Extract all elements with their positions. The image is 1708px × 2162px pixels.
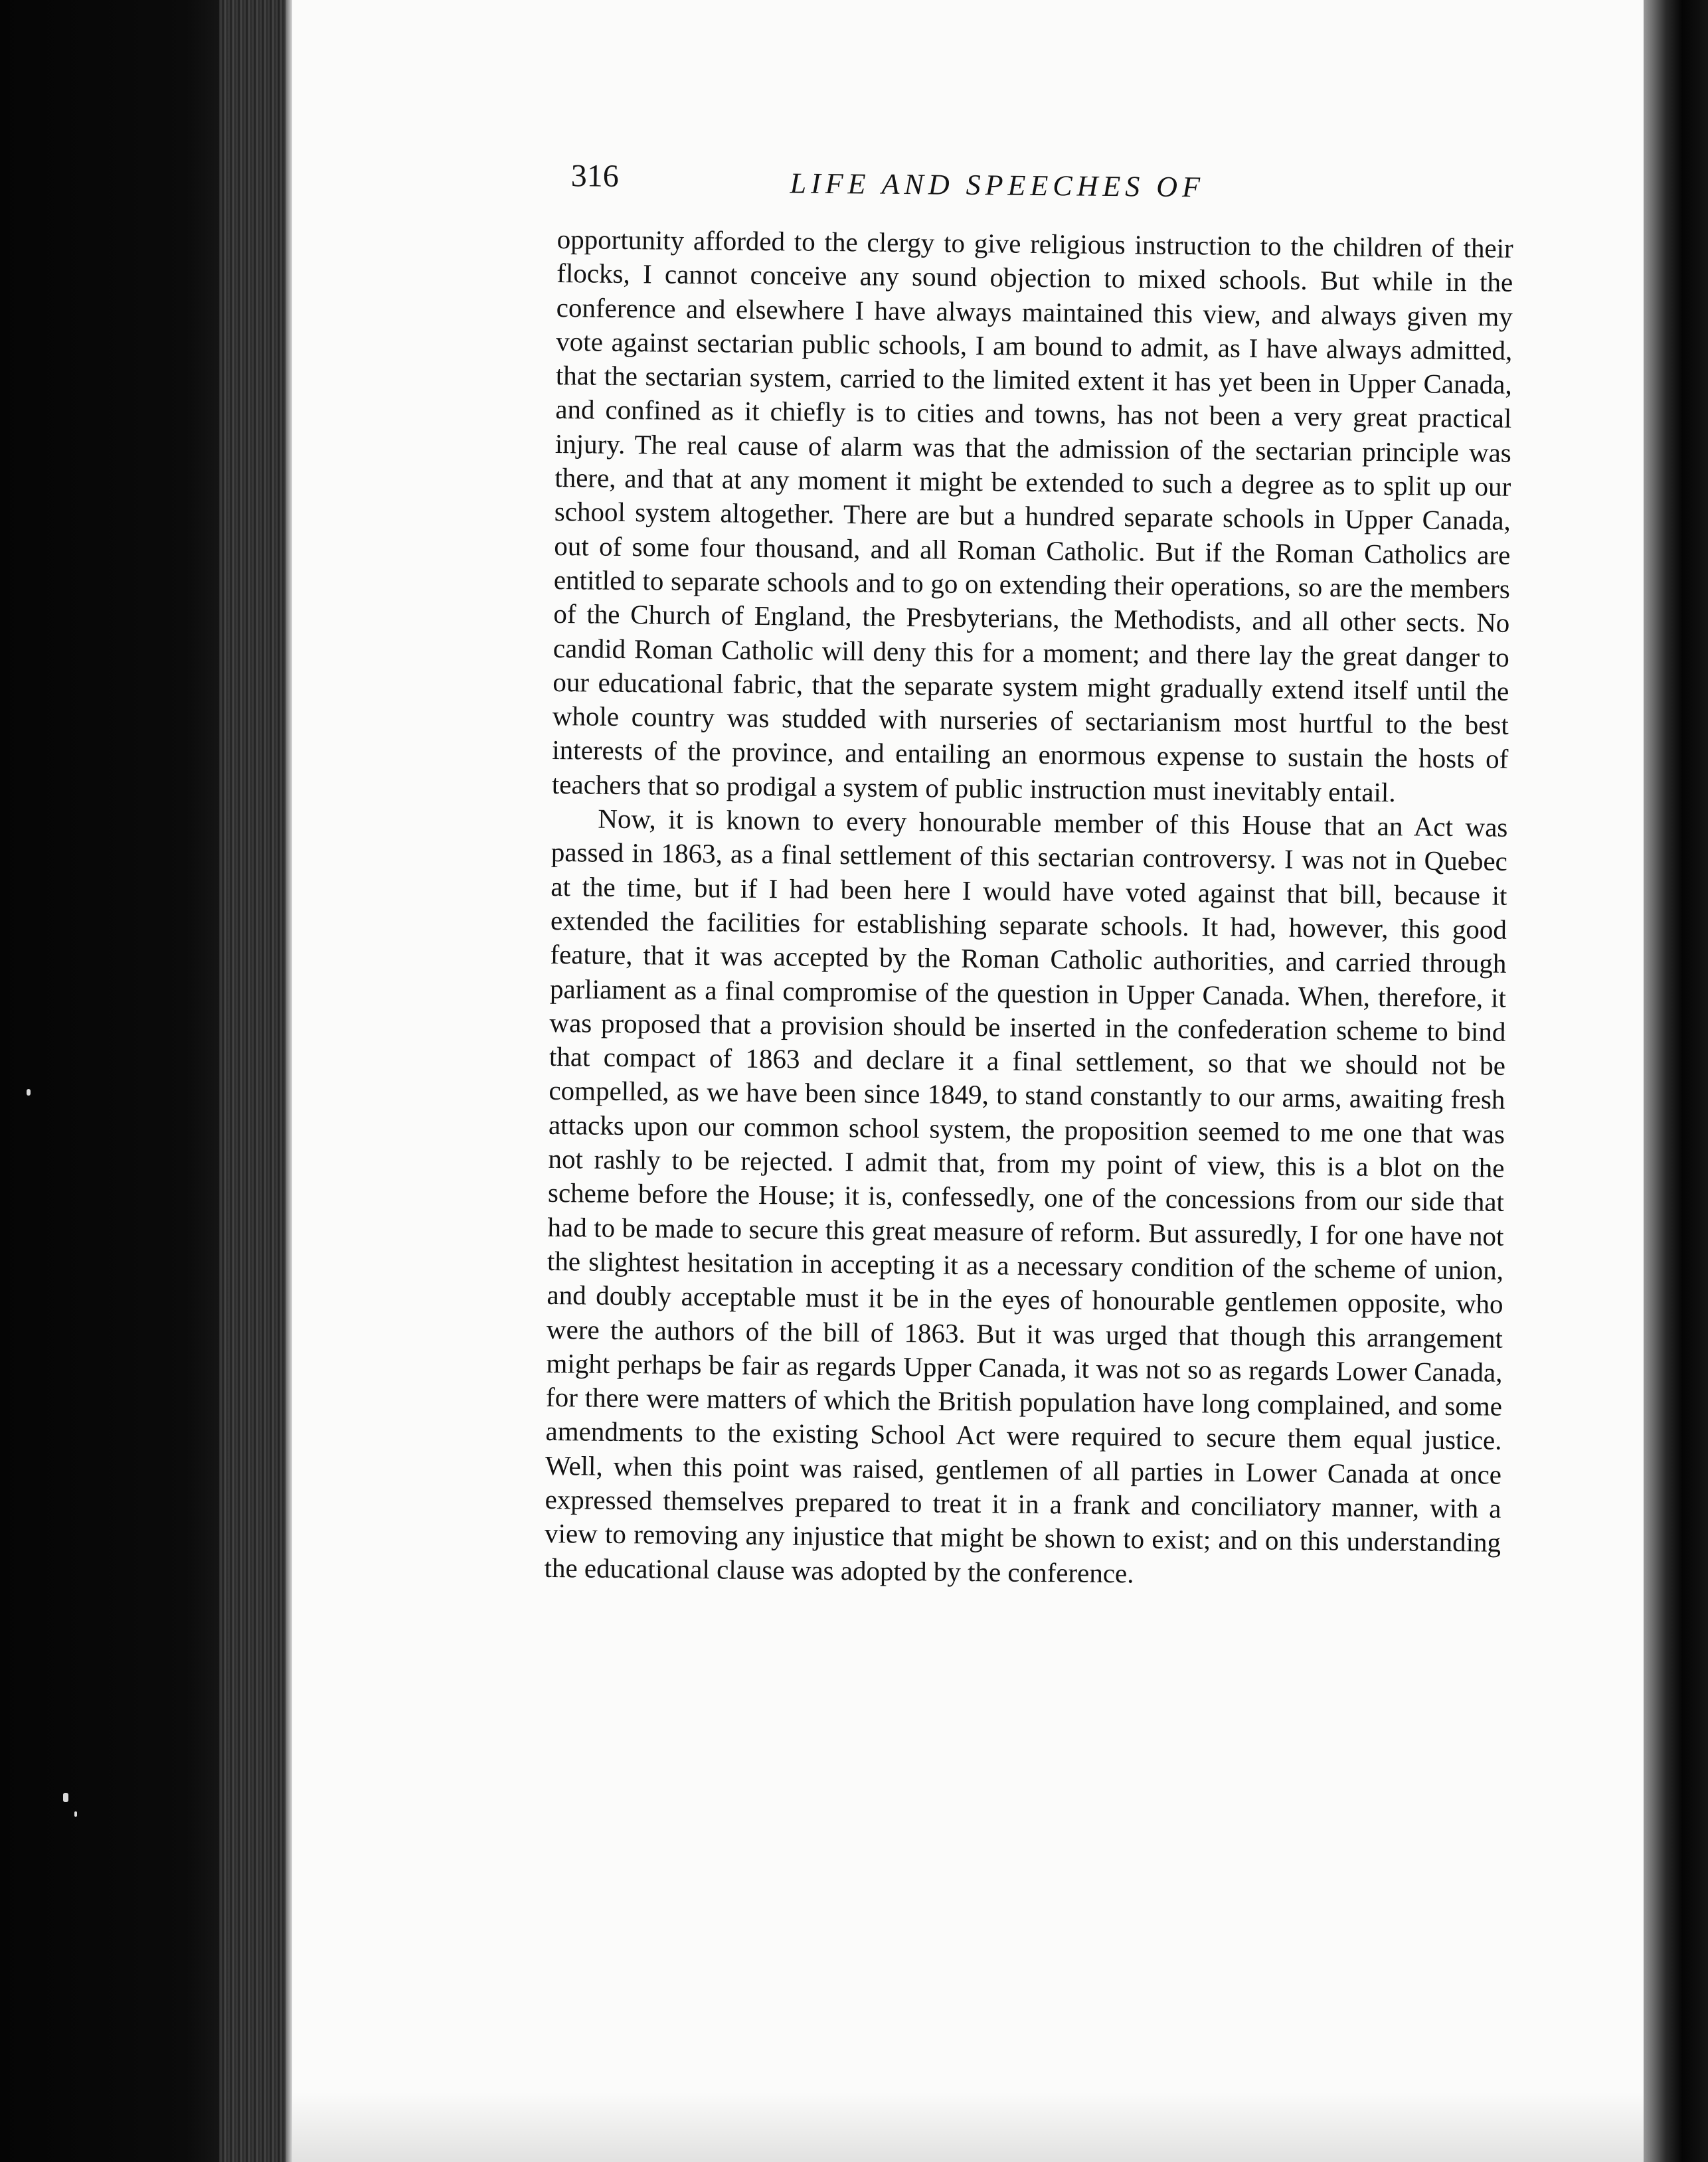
scan-speck bbox=[74, 1811, 77, 1817]
page-number: 316 bbox=[570, 158, 619, 194]
book-binding bbox=[219, 0, 286, 2162]
paragraph: Now, it is known to every honourable member of this House that an Act was passed in 1863, as a final settlement of this sectarian controversy. I was not in Quebec at the time, but if I had been here I would have voted against that bill, because it extended the facilities for establishing separate schools. It had, however, this good feature, that it was accepted by the Roman Catholic authorities, and carried through parliament as a final compromise of the question in Upper Canada. When, therefore, it was proposed that a provision should be inserted in the confederation scheme to bind that compact of 1863 and declare it a final settlement, so that we should not be compelled, as we have been since 1849, to stand constantly to our arms, awaiting fresh attacks upon our common school system, the proposition seemed to me one that was not rashly to be rejected. I admit that, from my point of view, this is a blot on the scheme before the House; it is, confessedly, one of the concessions from our side that had to be made to secure this great measure of reform. But assuredly, I for one have not the slightest hesitation in accepting it as a necessary condition of the scheme of union, and doubly acceptable must it be in the eyes of honourable gentlemen opposite, who were the authors of the bill of 1863. But it was urged that though this arrangement might perhaps be fair as regards Upper Canada, it was not so as regards Lower Canada, for there were matters of which the British population have long complained, and some amendments to the existing School Act were required to secure them equal justice. Well, when this point was raised, gentlemen of all parties in Lower Canada at once expressed themselves prepared to treat it in a frank and conciliatory manner, with a view to removing any injustice that might be shown to exist; and on this understanding the educational clause was adopted by the conference. bbox=[544, 803, 1508, 1589]
running-head: LIFE AND SPEECHES OF bbox=[790, 167, 1205, 204]
scan-speck bbox=[63, 1793, 68, 1802]
scan-margin-right bbox=[1644, 0, 1708, 2162]
page-header bbox=[557, 156, 1514, 232]
book-page bbox=[544, 156, 1514, 1594]
page-bottom-shadow bbox=[292, 2092, 1644, 2162]
binding-edge bbox=[286, 0, 292, 2162]
body-text bbox=[544, 222, 1513, 1594]
scan-margin-left bbox=[0, 0, 219, 2162]
paragraph-continued: opportunity afforded to the clergy to give religious instruction to the children of their flocks, I cannot conceive any sound objection to mixed schools. But while in the conference and elsewhere I have always maintained this view, and always given my vote against sectarian public schools, I am bound to admit, as I have always admitted, that the sectarian system, carried to the limited extent it has yet been in Upper Canada, and confined as it chiefly is to cities and towns, has not been a very great practical injury. The real cause of alarm was that the admission of the sectarian principle was there, and that at any moment it might be extended to such a degree as to split up our school system altogether. There are but a hundred separate schools in Upper Canada, out of some four thousand, and all Roman Catholic. But if the Roman Catholics are entitled to separate schools and to go on extending their operations, so are the members of the Church of England, the Presbyterians, the Methodists, and all other sects. No candid Roman Catholic will deny this for a moment; and there lay the great danger to our educational fabric, that the separate system might gradually extend itself until the whole country was studded with nurseries of sectarianism most hurtful to the best interests of the province, and entailing an enormous expense to sustain the hosts of teachers that so prodigal a system of public instruction must inevitably entail. bbox=[551, 223, 1513, 807]
scan-speck bbox=[27, 1089, 31, 1096]
